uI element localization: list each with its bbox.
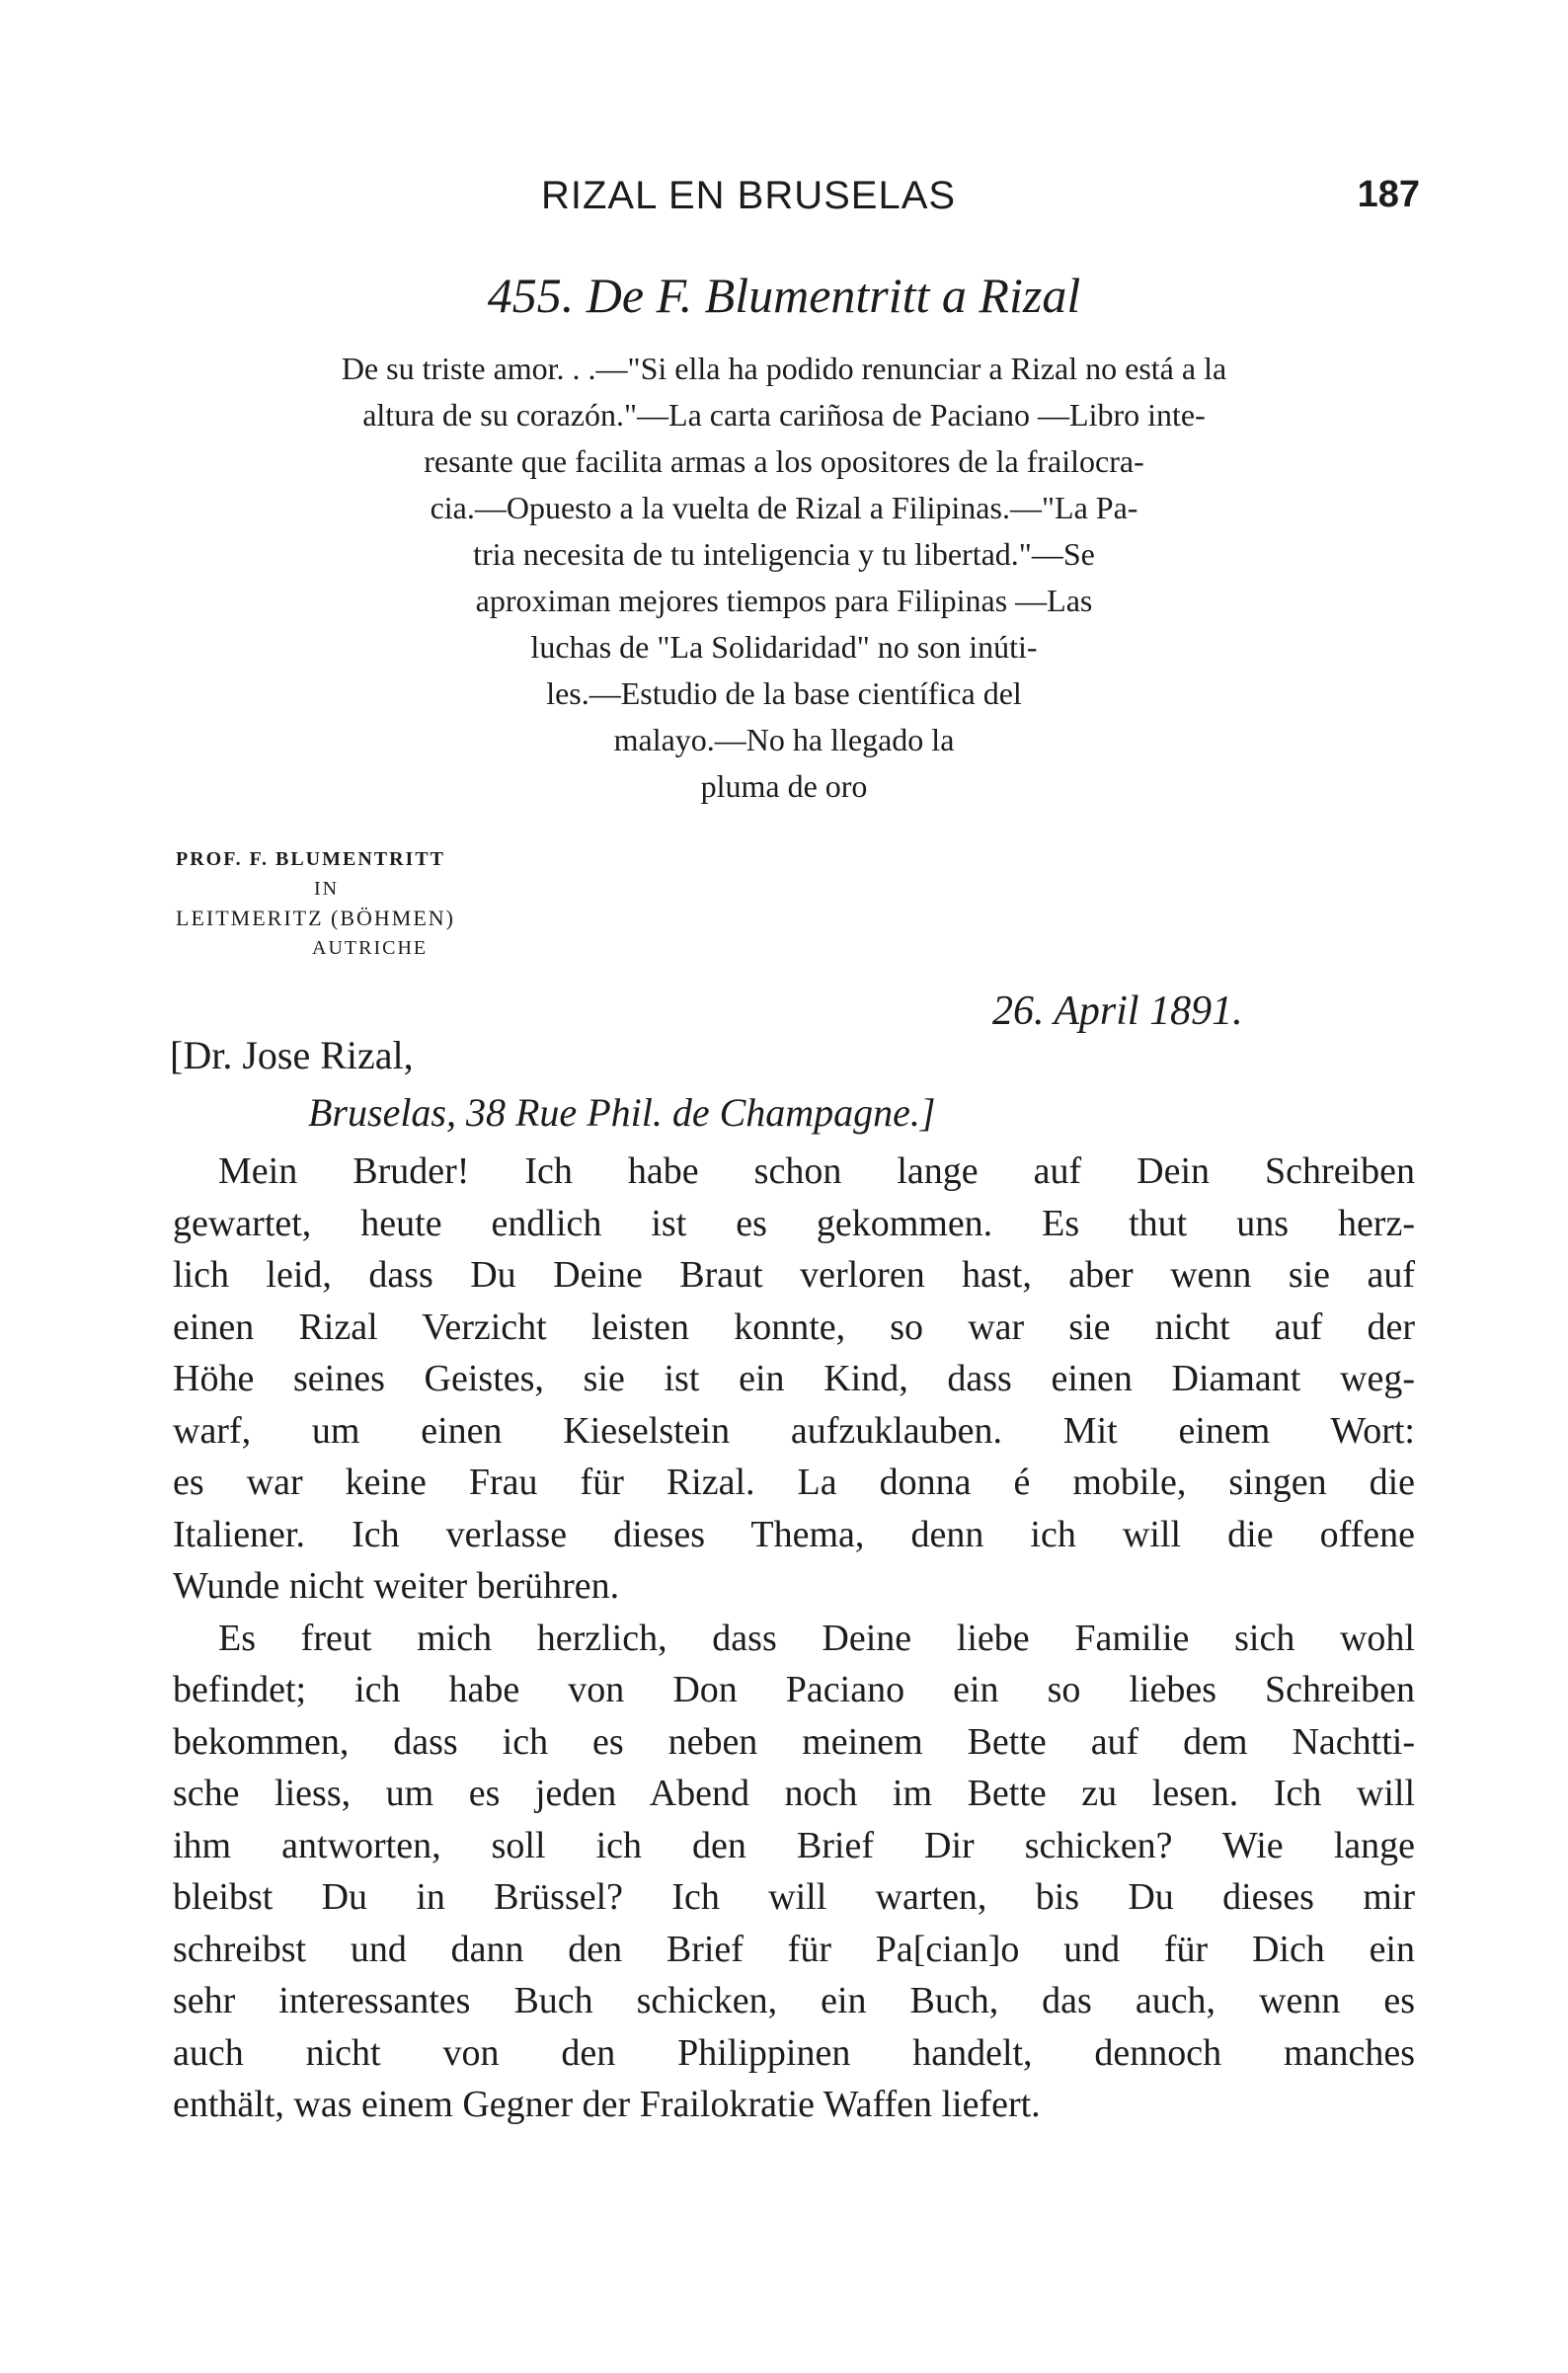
address-line: Bruselas, 38 Rue Phil. de Champagne.] <box>308 1090 936 1135</box>
summary-line: pluma de oro <box>700 768 868 804</box>
running-title: RIZAL EN BRUSELAS <box>541 174 957 217</box>
summary-line: resante que facilita armas a los opositores de la frailocra- <box>424 443 1144 479</box>
body-line: warf, um einen Kieselstein aufzuklauben. Mit einem Wort: <box>173 1409 1415 1452</box>
summary-line: aproximan mejores tiempos para Filipinas —Las <box>475 583 1093 618</box>
body-line: es war keine Frau für Rizal. La donna é mobile, singen die <box>173 1462 1415 1503</box>
sender-line: AUTRICHE <box>312 937 429 959</box>
letter-date: 26. April 1891. <box>992 989 1243 1034</box>
recipient-address <box>170 1027 936 1142</box>
body-line: ihm antworten, soll ich den Brief Dir schicken? Wie lange <box>173 1824 1415 1866</box>
letter-summary <box>0 346 1568 810</box>
summary-line: les.—Estudio de la base científica del <box>546 675 1022 711</box>
body-line: sehr interessantes Buch schicken, ein Buch, das auch, wenn es <box>173 1980 1415 2021</box>
summary-line: De su triste amor. . .—"Si ella ha podido renunciar a Rizal no está a la <box>341 351 1227 386</box>
page-number: 187 <box>1357 174 1420 215</box>
body-line: lich leid, dass Du Deine Braut verloren hast, aber wenn sie auf <box>173 1254 1415 1296</box>
body-line: Es freut mich herzlich, dass Deine liebe Familie sich wohl <box>218 1617 1415 1659</box>
sender-line: IN <box>314 878 340 900</box>
letter-body <box>173 1146 1415 2131</box>
body-line: auch nicht von den Philippinen handelt, dennoch manches <box>173 2031 1415 2074</box>
body-line: schreibst und dann den Brief für Pa[cian]o und für Dich ein <box>173 1928 1415 1970</box>
summary-line: luchas de "La Solidaridad" no son inúti- <box>530 629 1038 665</box>
body-line: gewartet, heute endlich ist es gekommen. Es thut uns herz- <box>173 1202 1415 1244</box>
summary-line: tria necesita de tu inteligencia y tu libertad."—Se <box>473 536 1095 572</box>
body-line: Wunde nicht weiter berühren. <box>173 1565 620 1607</box>
body-line: enthält, was einem Gegner der Frailokratie Waffen liefert. <box>173 2084 1041 2125</box>
running-header <box>533 174 1420 233</box>
sender-address <box>176 844 590 963</box>
body-line: Italiener. Ich verlasse dieses Thema, denn ich will die offene <box>173 1513 1415 1555</box>
summary-line: cia.—Opuesto a la vuelta de Rizal a Filipinas.—"La Pa- <box>430 490 1138 525</box>
body-line: sche liess, um es jeden Abend noch im Bette zu lesen. Ich will <box>173 1773 1415 1814</box>
sender-line: LEITMERITZ (BÖHMEN) <box>176 906 456 930</box>
body-line: Höhe seines Geistes, sie ist ein Kind, dass einen Diamant weg- <box>173 1358 1415 1399</box>
sender-line: PROF. F. BLUMENTRITT <box>176 848 446 870</box>
summary-line: altura de su corazón."—La carta cariñosa de Paciano —Libro inte- <box>362 397 1206 433</box>
addressee: [Dr. Jose Rizal, <box>170 1033 414 1077</box>
summary-line: malayo.—No ha llegado la <box>613 722 955 757</box>
body-line: einen Rizal Verzicht leisten konnte, so war sie nicht auf der <box>173 1305 1415 1348</box>
body-line: Mein Bruder! Ich habe schon lange auf Dein Schreiben <box>218 1150 1415 1192</box>
body-line: bleibst Du in Brüssel? Ich will warten, bis Du dieses mir <box>173 1876 1415 1918</box>
body-line: befindet; ich habe von Don Paciano ein so liebes Schreiben <box>173 1669 1415 1710</box>
letter-heading: 455. De F. Blumentritt a Rizal <box>487 268 1081 323</box>
body-line: bekommen, dass ich es neben meinem Bette auf dem Nachtti- <box>173 1720 1415 1763</box>
